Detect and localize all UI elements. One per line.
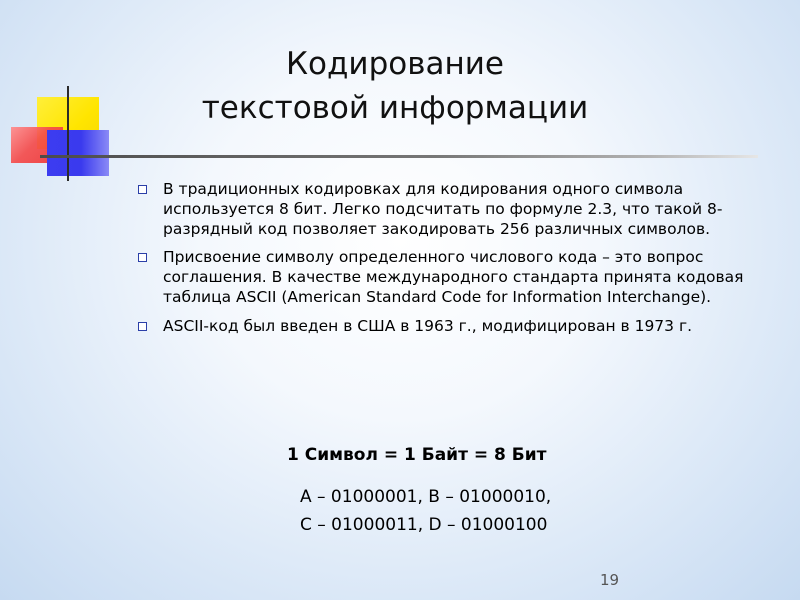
ascii-codes (300, 483, 551, 539)
title-underline (40, 155, 758, 158)
codes-line-1: A – 01000001, B – 01000010, (300, 487, 552, 507)
square-bullet-icon (138, 185, 147, 194)
bullet-text: Присвоение символу определенного числового кода – это вопрос соглашения. В качестве международного стандарта принята кодовая таблица ASCII (American Standard Code for Information Interchange). (163, 248, 744, 306)
bullet-item (137, 180, 757, 239)
bullet-text: ASCII-код был введен в США в 1963 г., модифицирован в 1973 г. (163, 316, 693, 335)
bullet-item (137, 317, 757, 337)
codes-line-2: C – 01000011, D – 01000100 (300, 515, 548, 535)
logo-squares-icon (0, 0, 130, 190)
bullet-list (137, 180, 757, 346)
vertical-divider-line (67, 86, 69, 181)
blue-square (47, 130, 109, 176)
formula-text: 1 Символ = 1 Байт = 8 Бит (287, 445, 547, 465)
slide-title: Кодирование текстовой информации (201, 46, 589, 126)
square-bullet-icon (138, 253, 147, 262)
page-number: 19 (600, 571, 620, 589)
bullet-text: В традиционных кодировках для кодирования одного символа используется 8 бит. Легко подсчитать по формуле 2.3, что такой 8-разрядный код позволяет закодировать 256 различных символов. (163, 180, 723, 238)
square-bullet-icon (138, 322, 147, 331)
bullet-item (137, 248, 757, 307)
